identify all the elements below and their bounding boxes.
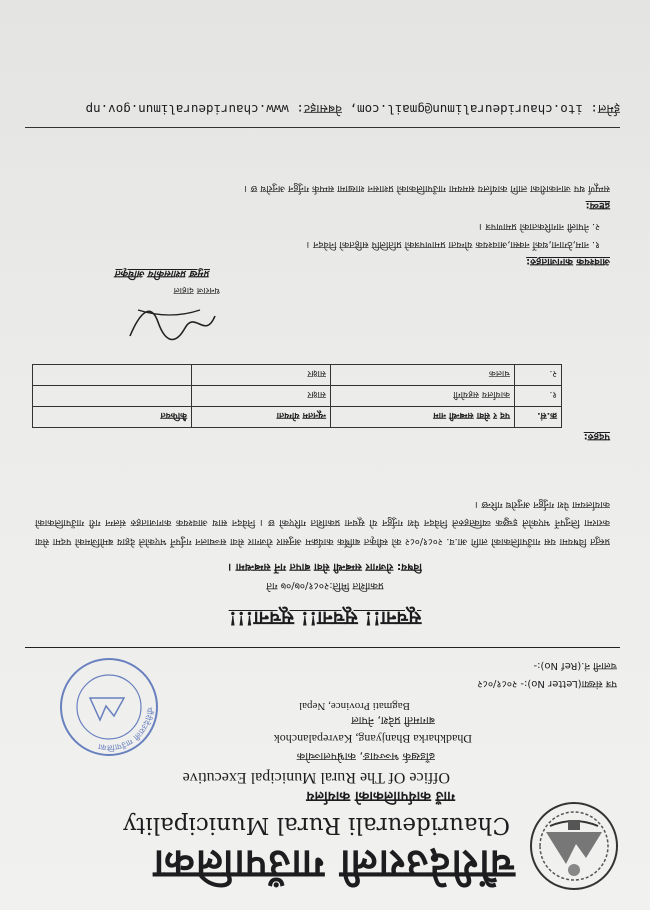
signature xyxy=(125,300,220,350)
published-date: प्रकाशित मिति:२०८१/०७/०७ गते xyxy=(266,580,384,591)
cell-serial: १. xyxy=(515,386,562,407)
col-qualification: न्यूनतम योग्यता xyxy=(192,407,331,428)
cell-position: कार्यालय सहयोगी xyxy=(331,386,515,407)
list-item: २. नेपाली नागरिकताको प्रमाणपत्र । xyxy=(478,221,600,232)
notice-body: प्रस्तुत विषयमा यस गाउँपालिकाको लागि आ.व. २०८१/०८२ को स्वीकृत बार्षिक कार्यक्रम अनुसार रोजगार सेवा सञ्चालन गर्नुपर्ने भएकोले देहाय बमोजिमको पदमा सेवा करारमा लिनुपर्ने भएकोले इच्छुक व्यक्तिहरुले निवेदन पेश गर्नुहुन यो सूचना प्रकाशित गरिएको छ । निवेदन साथ आवश्यक कागजातहरु संलग्न गरी गाउँपालिकाको कार्यालयमा पेश गर्नुहुन अनुरोध गरिन्छ । xyxy=(35,499,610,547)
footer-divider xyxy=(25,127,620,128)
reference-number: चलानी नं.(Ref No):- xyxy=(533,660,617,671)
municipality-name-nepali: चौंरीदेउराली गाउँपालिका xyxy=(152,841,515,888)
cell-remarks xyxy=(33,386,192,407)
svg-text:चौंरीदेउराली गाउँपालिका: चौंरीदेउराली गाउँपालिका xyxy=(97,706,155,753)
positions-table xyxy=(32,364,562,428)
cell-serial: २. xyxy=(515,365,562,386)
list-item: १. नाम,ठेगाना,थर्को नक्सा,आवश्यक योग्यता प्रमाणपत्रको प्रतिलिपि सहितको निवेदन । xyxy=(306,239,600,250)
office-name-nepali: गाउँ कार्यपालिकाको कार्यालय xyxy=(306,788,455,804)
list-item: सम्पूर्ण थप जानकारीका लागि कार्यालय समयमा गाउँपालिकाको प्रशासन शाखामा सम्पर्क गर्नुहुन अनुरोध छ । xyxy=(244,183,610,194)
office-name-english: Office Of The Rural Municipal Executive xyxy=(182,769,450,786)
address-nepali: ढाँडखर्क भञ्ज्याङ, काभ्रेपलाञ्चोक xyxy=(296,750,435,763)
province-nepali: बागमती प्रदेश, नेपाल xyxy=(351,714,435,727)
province-english: Bagmati Province, Nepal xyxy=(299,700,410,712)
notice-banner: सूचना!! सूचना!! सूचना!!! xyxy=(228,607,422,629)
municipality-name-english: Chaurideurali Rural Municipality xyxy=(123,812,510,838)
col-serial: क्र.सं. xyxy=(515,407,562,428)
signatory-title: प्रमुख प्रशासकीय अधिकृत xyxy=(115,268,210,279)
positions-title: पदहरु: xyxy=(583,431,610,442)
nepal-government-emblem-icon xyxy=(528,800,620,892)
cell-remarks xyxy=(33,365,192,386)
office-seal-stamp xyxy=(56,654,162,760)
required-documents-title: आवश्यक कागजातहरु: xyxy=(526,256,610,267)
table-header-row xyxy=(33,407,562,428)
col-remarks: कैफियत xyxy=(33,407,192,428)
table-row xyxy=(33,365,562,386)
table-row xyxy=(33,386,562,407)
footer-contact: ईमेल: ito.chaurideuralimun@gmail.com, वेबसाइट: www.chaurideuralimun.gov.np xyxy=(85,102,620,117)
subject-line: विषय: रोजगार सम्बन्धी सेवा बापत गर्ने सम्बन्धमा । xyxy=(228,561,422,573)
cell-qualification: साक्षर xyxy=(192,386,331,407)
notes-title: द्रष्टव्य: xyxy=(585,200,610,211)
address-english: Dhadkharka Bhanjyang, Kavrepalanchok xyxy=(273,732,472,746)
cell-position: चालक xyxy=(331,365,515,386)
header-divider xyxy=(25,647,620,648)
col-position: पद र सेवा सम्बन्धी नाम xyxy=(331,407,515,428)
letter-number: पत्र संख्या(Letter No):- २०८१/०८२ xyxy=(477,678,617,689)
signatory-name: धनराज दाहाल xyxy=(173,285,220,295)
cell-qualification: साक्षर xyxy=(192,365,331,386)
